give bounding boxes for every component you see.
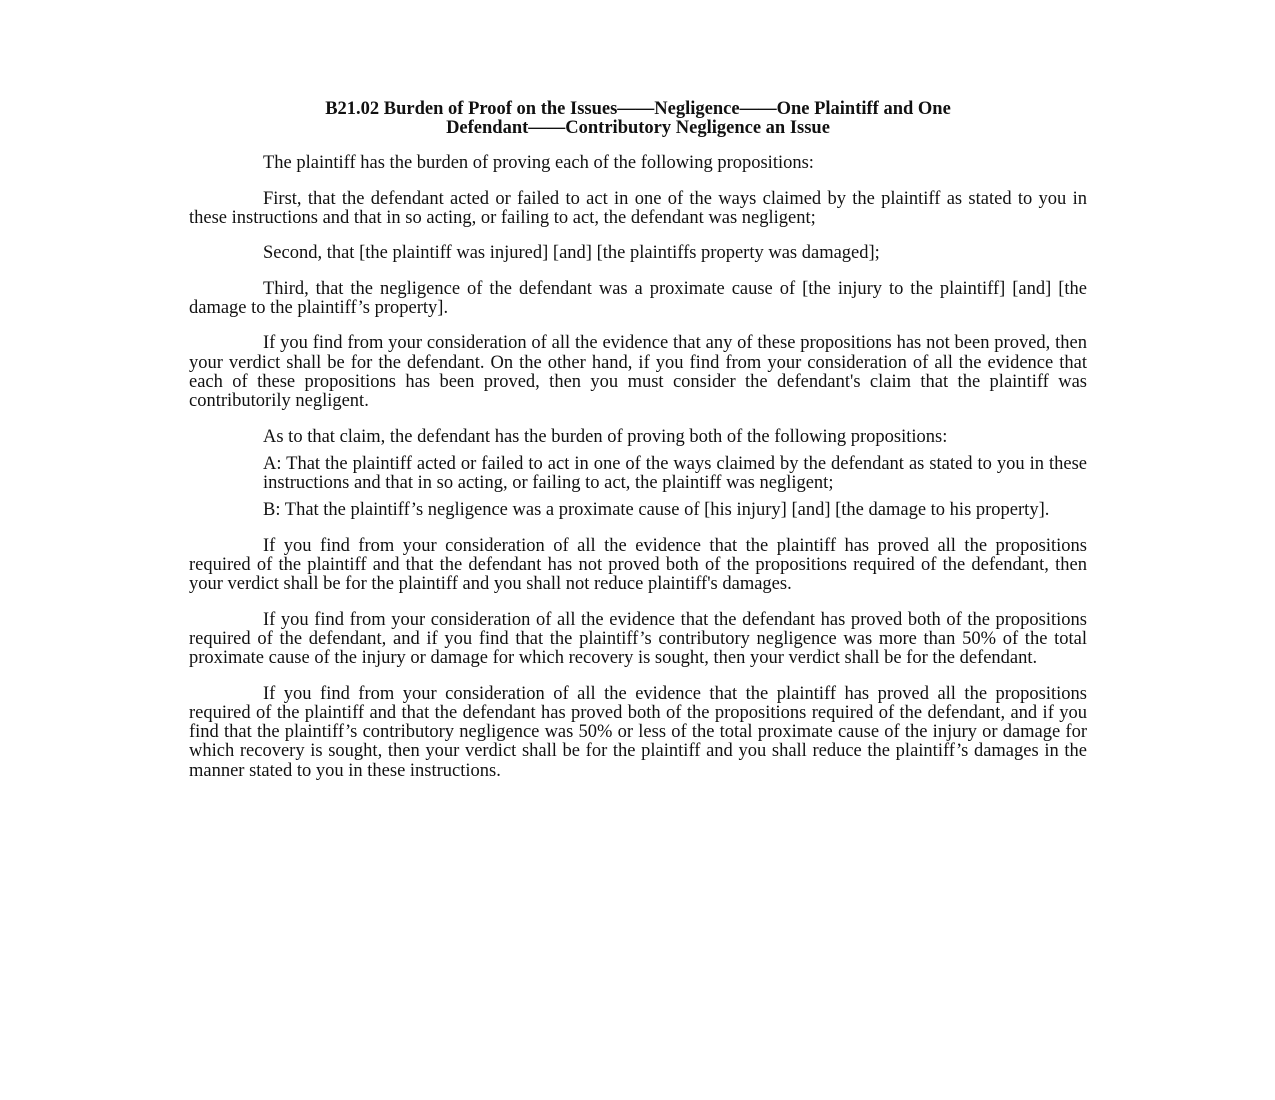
sub-item-b: B: That the plaintiff’s negligence was a proximate cause of [his injury] [and] [the damage to his property]. [263, 500, 1050, 521]
sub-item-a: A: That the plaintiff acted or failed to act in one of the ways claimed by the defendant as stated to you in these instructions and that in so acting, or failing to act, the plaintiff was negligent; [263, 453, 1087, 494]
proposition-first: First, that the defendant acted or failed to act in one of the ways claimed by the plaintiff as stated to you in these instructions and that in so acting, or failing to act, the defendant was negligent; [189, 188, 1087, 229]
closing-paragraph-1: If you find from your consideration of all the evidence that the plaintiff has proved all the propositions required of the plaintiff and that the defendant has not proved both of the propositions required of the defendant, then your verdict shall be for the plaintiff and you shall not reduce plaintiff's damages. [189, 535, 1087, 595]
closing-paragraph-3: If you find from your consideration of all the evidence that the plaintiff has proved all the propositions required of the plaintiff and that the defendant has proved both of the propositions required of the defendant, and if you find that the plaintiff’s contributory negligence was 50% or less of the total proximate cause of the injury or damage for which recovery is sought, then your verdict shall be for the plaintiff and you shall reduce the plaintiff’s damages in the manner stated to you in these instructions. [189, 683, 1087, 781]
contributory-claim-paragraph: As to that claim, the defendant has the burden of proving both of the following propositions: [263, 426, 948, 447]
document-page [189, 100, 1087, 797]
proposition-third: Third, that the negligence of the defendant was a proximate cause of [the injury to the plaintiff] [and] [the damage to the plaintiff’s property]. [189, 278, 1087, 319]
closing-paragraph-2: If you find from your consideration of all the evidence that the defendant has proved both of the propositions required of the defendant, and if you find that the plaintiff’s contributory negligence was more than 50% of the total proximate cause of the injury or damage for which recovery is sought, then your verdict shall be for the defendant. [189, 609, 1087, 669]
proposition-second: Second, that [the plaintiff was injured] [and] [the plaintiffs property was damaged]; [263, 243, 880, 264]
intro-paragraph: The plaintiff has the burden of proving each of the following propositions: [263, 152, 814, 173]
title-line-2: Defendant——Contributory Negligence an Issue [446, 118, 830, 139]
title-line-1: B21.02 Burden of Proof on the Issues——Negligence——One Plaintiff and One [325, 99, 951, 119]
verdict-defendant-paragraph: If you find from your consideration of all the evidence that any of these propositions has not been proved, then your verdict shall be for the defendant. On the other hand, if you find from your consideration of all the evidence that each of these propositions has been proved, then you must consider the defendant's claim that the plaintiff was contributorily negligent. [189, 333, 1087, 412]
document-title [189, 100, 1087, 139]
